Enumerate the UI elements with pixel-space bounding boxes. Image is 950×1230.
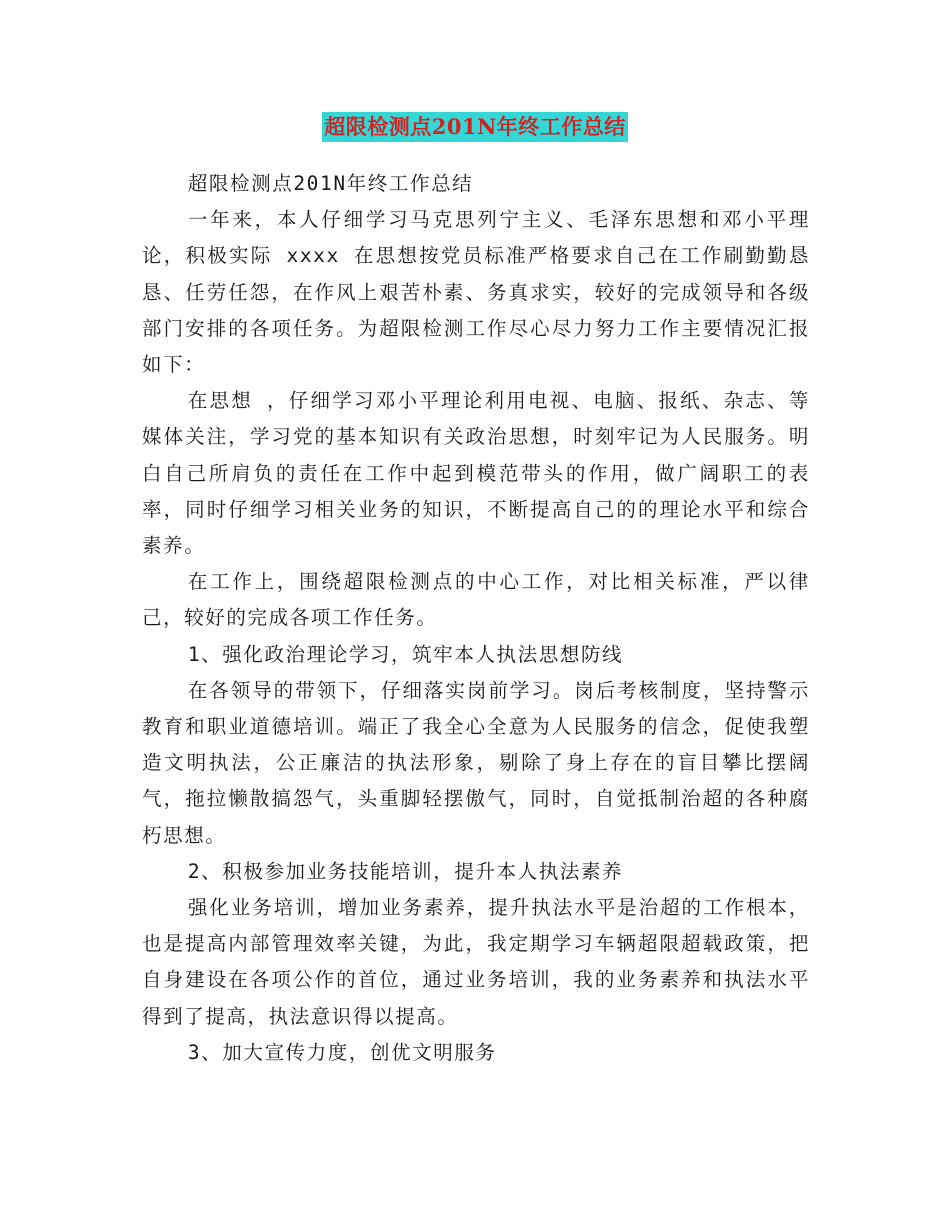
paragraph-thought: 在思想 ，仔细学习邓小平理论利用电视、电脑、报纸、杂志、等媒体关注，学习党的基本知识有关政治思想，时刻牢记为人民服务。明白自己所肩负的责任在工作中起到模范带头的作用，做广阔职工的表率，同时仔细学习相关业务的知识，不断提高自己的的理论水平和综合素养。 xyxy=(142,389,810,558)
paragraph-intro: 一年来，本人仔细学习马克思列宁主义、毛泽东思想和邓小平理论，积极实际 xxxx 在思想按党员标准严格要求自己在工作刷勤勤恳恳、任劳任怨，在作风上艰苦朴素、务真求实，较好的完成领导和各级部门安排的各项任务。为超限检测工作尽心尽力努力工作主要情况汇报如下： xyxy=(142,208,810,377)
paragraph-work: 在工作上，围绕超限检测点的中心工作，对比相关标准，严以律己，较好的完成各项工作任务。 xyxy=(142,570,810,630)
document-title: 超限检测点201N年终工作总结 xyxy=(322,112,628,142)
title-wrapper xyxy=(0,112,950,142)
section-heading-1: 1、强化政治理论学习，筑牢本人执法思想防线 xyxy=(187,642,624,666)
section-heading-2: 2、积极参加业务技能培训，提升本人执法素养 xyxy=(187,859,624,883)
paragraph-subtitle: 超限检测点201N年终工作总结 xyxy=(187,172,474,195)
paragraph-section-1: 在各领导的带领下，仔细落实岗前学习。岗后考核制度，坚持警示教育和职业道德培训。端正了我全心全意为人民服务的信念，促使我塑造文明执法，公正廉洁的执法形象，剔除了身上存在的盲目攀比摆阔气，拖拉懒散搞怨气，头重脚轻摆傲气，同时，自觉抵制治超的各种腐朽思想。 xyxy=(142,678,810,847)
document-body xyxy=(142,166,810,1071)
paragraph-section-2: 强化业务培训，增加业务素养，提升执法水平是治超的工作根本，也是提高内部管理效率关键，为此，我定期学习车辆超限超载政策，把自身建设在各项公作的首位，通过业务培训，我的业务素养和执法水平得到了提高，执法意识得以提高。 xyxy=(142,896,810,1028)
section-heading-3: 3、加大宣传力度，创优文明服务 xyxy=(187,1040,497,1064)
